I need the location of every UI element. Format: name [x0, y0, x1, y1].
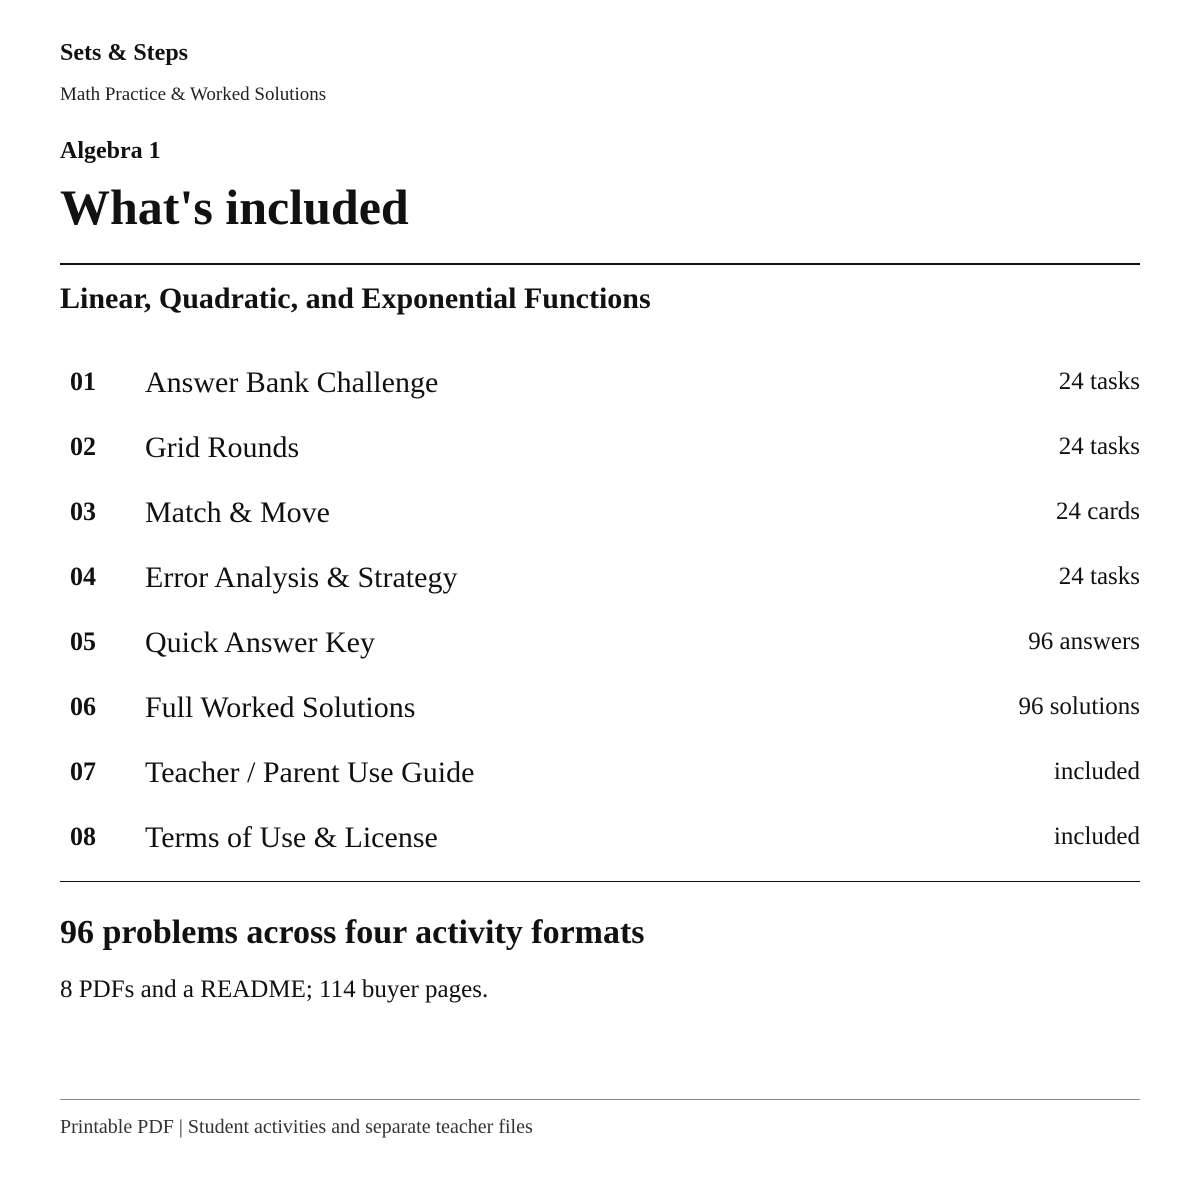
- item-name: Match & Move: [145, 496, 330, 529]
- section-title: Linear, Quadratic, and Exponential Functions: [60, 282, 651, 315]
- item-number: 08: [70, 822, 96, 851]
- item-name: Terms of Use & License: [145, 821, 438, 854]
- item-count: 24 tasks: [1058, 433, 1140, 460]
- list-item: [60, 743, 1140, 808]
- item-number: 05: [70, 627, 96, 656]
- title-divider: [60, 263, 1140, 265]
- item-count: 24 tasks: [1058, 563, 1140, 590]
- summary-text: 8 PDFs and a README; 114 buyer pages.: [60, 976, 489, 1003]
- item-number: 04: [70, 562, 96, 591]
- item-count: included: [1053, 758, 1140, 785]
- item-name: Grid Rounds: [145, 431, 300, 464]
- item-name: Answer Bank Challenge: [145, 366, 439, 399]
- summary-title: 96 problems across four activity formats: [60, 914, 645, 951]
- item-number: 01: [70, 367, 96, 396]
- footer-text: Printable PDF | Student activities and separate teacher files: [60, 1116, 533, 1138]
- item-count: 96 solutions: [1018, 693, 1140, 720]
- item-number: 07: [70, 757, 96, 786]
- brand-tagline: Math Practice & Worked Solutions: [60, 84, 327, 105]
- list-item: [60, 353, 1140, 418]
- footer-divider: [60, 1099, 1140, 1100]
- item-name: Quick Answer Key: [145, 626, 375, 659]
- contents-list: [60, 353, 1140, 873]
- item-number: 02: [70, 432, 96, 461]
- list-item: [60, 483, 1140, 548]
- list-item: [60, 418, 1140, 483]
- page-title: What's included: [60, 179, 409, 235]
- item-name: Full Worked Solutions: [145, 691, 416, 724]
- item-count: 24 cards: [1056, 498, 1140, 525]
- item-name: Teacher / Parent Use Guide: [145, 756, 475, 789]
- item-count: included: [1053, 823, 1140, 850]
- list-item: [60, 613, 1140, 678]
- list-item: [60, 548, 1140, 613]
- list-item: [60, 808, 1140, 873]
- item-count: 24 tasks: [1058, 368, 1140, 395]
- brand-name: Sets & Steps: [60, 40, 189, 66]
- item-name: Error Analysis & Strategy: [145, 561, 458, 594]
- list-divider: [60, 881, 1140, 882]
- course-label: Algebra 1: [60, 138, 161, 164]
- list-item: [60, 678, 1140, 743]
- item-number: 03: [70, 497, 96, 526]
- item-count: 96 answers: [1028, 628, 1140, 655]
- item-number: 06: [70, 692, 96, 721]
